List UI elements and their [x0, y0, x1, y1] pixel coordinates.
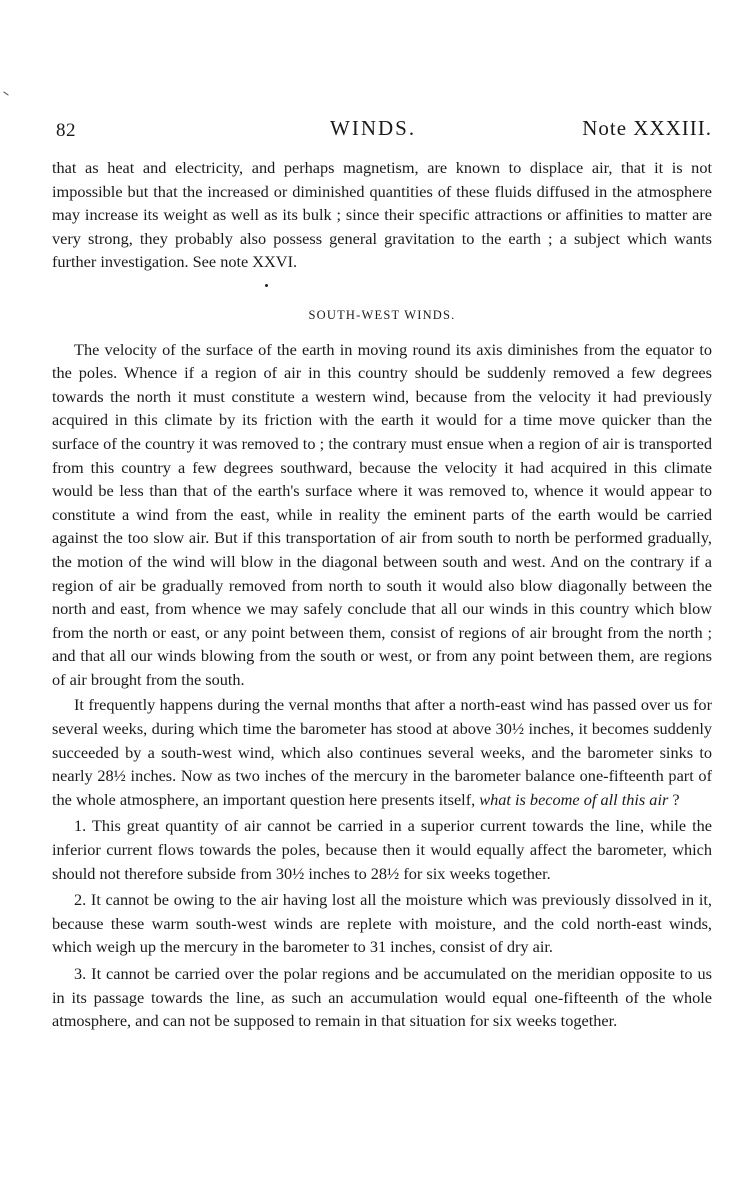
question-end-text: ? [668, 789, 680, 809]
list-item-2: 2. It cannot be owing to the air having lost all the moisture which was previously dissolved in it, because these warm south-west winds are replete with moisture, and the cold north-east winds, which weigh up the mercury in the barometer to 31 inches, consist of dry air. [52, 890, 712, 957]
list-item-3: 3. It cannot be carried over the polar regions and be accumulated on the meridian opposite to us in its passage towards the line, as such an accumulation would equal one-fifteenth of the whole atmosphere, and can not be supposed to remain in that situation for six weeks together. [52, 964, 712, 1031]
paragraph-barometer-question [52, 693, 712, 811]
page-edge-mark [3, 91, 8, 95]
page-number: 82 [56, 120, 76, 141]
running-title: WINDS. [330, 116, 417, 140]
page-body [52, 156, 712, 1033]
note-label: Note XXXIII. [582, 116, 712, 140]
book-page [52, 112, 712, 1192]
page-header [52, 112, 712, 142]
question-italic-text: what is become of all this air [479, 789, 669, 809]
paragraph-earth-velocity: The velocity of the surface of the earth in moving round its axis diminishes from the equator to the poles. Whence if a region of air in this country should be suddenly removed a few degrees towards the north it must constitute a western wind, because from the velocity it had previously acquired in this climate by its friction with the earth it would for a time move quicker than the surface of the country it was removed to ; the contrary must ensue when a region of air is transported from this country a few degrees southward, because the velocity it had acquired in this climate would be less than that of the earth's surface where it was removed to, whence it would appear to constitute a wind from the east, while in reality the eminent parts of the earth would be carried against the too slow air. But if this transportation of air from south to north be performed gradually, the motion of the wind will blow in the diagonal between south and west. And on the contrary if a region of air be gradually removed from north to south it would also blow diagonally between the north and east, from whence we may safely conclude that all our winds in this country which blow from the north or east, or any point between them, consist of regions of air brought from the north ; and that all our winds blowing from the south or west, or from any point between them, are regions of air brought from the south. [52, 339, 712, 689]
continued-paragraph: that as heat and electricity, and perhaps magnetism, are known to displace air, that it is not impossible but that the increased or diminished quantities of these fluids diffused in the atmosphere may increase its weight as well as its bulk ; since their specific attractions or affinities to matter are very strong, they probably also possess general gravitation to the earth ; a subject which wants further investigation. See note XXVI. [52, 158, 712, 272]
question-lead-text: It frequently happens during the vernal months that after a north-east wind has passed over us for several weeks, during which time the barometer has stood at above 30½ inches, it becomes suddenly succeeded by a south-west wind, which also continues several weeks, and the barometer sinks to nearly 28½ inches. Now as two inches of the mercury in the barometer balance one-fifteenth part of the whole atmosphere, an important question here presents itself, [52, 695, 712, 809]
section-heading: SOUTH-WEST WINDS. [308, 307, 456, 322]
printer-ornament-dot [265, 284, 268, 287]
list-item-1: 1. This great quantity of air cannot be carried in a superior current towards the line, while the inferior current flows towards the poles, because then it would equally affect the barometer, which should not therefore subside from 30½ inches to 28½ for six weeks together. [52, 816, 712, 883]
